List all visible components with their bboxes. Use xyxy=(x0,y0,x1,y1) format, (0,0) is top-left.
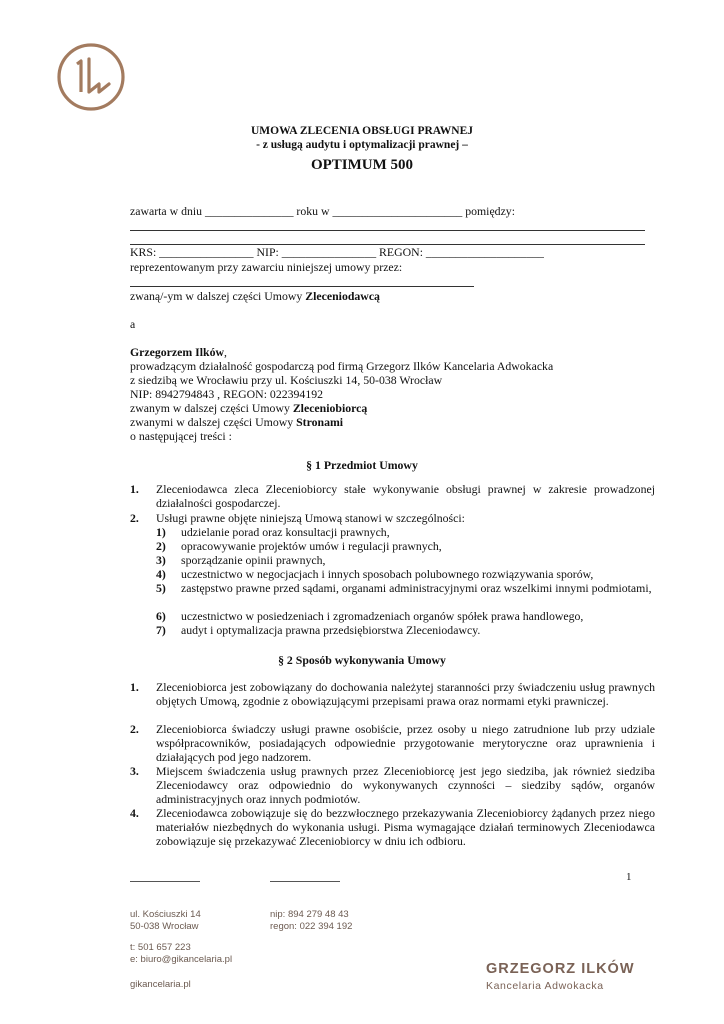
list-item: udzielanie porad oraz konsultacji prawnych, xyxy=(181,525,390,539)
kancelaria-logo-icon xyxy=(56,42,126,112)
package-name: OPTIMUM 500 xyxy=(310,157,414,173)
list-item-number: 3) xyxy=(156,553,166,567)
contractor-business: prowadzącym działalność gospodarczą pod firmą Grzegorz Ilków Kancelaria Adwokacka xyxy=(130,359,554,373)
paragraph: Miejscem świadczenia usług prawnych przez Zleceniobiorcę jest jego siedziba, jak również siedziba Zleceniodawcy oraz odpowiednio do wykonywanych czynności – siedziby sądów, organów administracyjnych oraz innych podmiotów. xyxy=(156,764,655,806)
section-2-heading: § 2 Sposób wykonywania Umowy xyxy=(278,653,446,667)
paragraph-number: 2. xyxy=(130,722,139,736)
list-item-number: 1) xyxy=(156,525,166,539)
brand-name: GRZEGORZ ILKÓW xyxy=(486,961,635,977)
contractor-name: Grzegorzem Ilków, xyxy=(130,345,227,359)
contractor-designation: zwanym w dalszej części Umowy Zleceniobiorcą xyxy=(130,401,368,415)
paragraph: Zleceniodawca zleca Zleceniobiorcy stałe wykonywanie obsługi prawnej w zakresie prowadzonej działalności gospodarczej. xyxy=(156,482,655,510)
section-1-heading: § 1 Przedmiot Umowy xyxy=(306,458,418,472)
list-item: sporządzanie opinii prawnych, xyxy=(181,553,326,567)
parties-designation: zwanymi w dalszej części Umowy Stronami xyxy=(130,415,344,429)
footer-nip: nip: 894 279 48 43 xyxy=(270,909,349,920)
paragraph-number: 2. xyxy=(130,511,139,525)
contractor-ids: NIP: 8942794843 , REGON: 022394192 xyxy=(130,387,324,401)
paragraph: Zleceniobiorca jest zobowiązany do dochowania należytej staranności przy świadczeniu usług prawnych objętych Umową, zgodnie z obowiązującymi przepisami prawa oraz normami etyki prawniczej. xyxy=(156,680,655,708)
contract-date-place-line: zawarta w dniu _______________ roku w ______________________ pomiędzy: xyxy=(130,204,515,218)
following-content: o następującej treści : xyxy=(130,429,232,443)
footer-website: gikancelaria.pl xyxy=(130,979,191,990)
list-item: opracowywanie projektów umów i regulacji prawnych, xyxy=(181,539,442,553)
list-item: zastępstwo prawne przed sądami, organami administracyjnymi oraz wszelkimi innymi podmiotami, xyxy=(181,581,652,595)
blank-line xyxy=(130,286,474,287)
list-item-number: 6) xyxy=(156,609,166,623)
conjunction: a xyxy=(130,317,136,331)
paragraph: Usługi prawne objęte niniejszą Umową stanowi w szczególności: xyxy=(156,511,465,525)
footer-address-city: 50-038 Wrocław xyxy=(130,921,199,932)
paragraph-number: 1. xyxy=(130,680,139,694)
brand-subtitle: Kancelaria Adwokacka xyxy=(486,980,604,992)
list-item-number: 7) xyxy=(156,623,166,637)
list-item: uczestnictwo w posiedzeniach i zgromadzeniach organów spółek prawa handlowego, xyxy=(181,609,584,623)
footer-address-street: ul. Kościuszki 14 xyxy=(130,909,201,920)
list-item-number: 4) xyxy=(156,567,166,581)
client-designation: zwaną/-ym w dalszej części Umowy Zleceniodawcą xyxy=(130,289,380,303)
list-item-number: 5) xyxy=(156,581,166,595)
paragraph: Zleceniodawca zobowiązuje się do bezzwłocznego przekazywania Zleceniobiorcy żądanych przez niego materiałów niezbędnych do wykonania usługi. Pisma wymagające działań terminowych Zleceniodawca zobowiązuje się przekazywać Zleceniobiorcy w dniu ich odbioru. xyxy=(156,806,655,848)
list-item-number: 2) xyxy=(156,539,166,553)
signature-line xyxy=(130,881,200,882)
document-subtitle: - z usługą audytu i optymalizacji prawnej – xyxy=(256,139,468,151)
footer-phone: t: 501 657 223 xyxy=(130,942,191,953)
paragraph-number: 3. xyxy=(130,764,139,778)
representation-line: reprezentowanym przy zawarciu niniejszej umowy przez: xyxy=(130,260,403,274)
signature-line xyxy=(270,881,340,882)
page-number: 1 xyxy=(626,871,632,883)
paragraph-number: 4. xyxy=(130,806,139,820)
list-item: uczestnictwo w negocjacjach i innych sposobach polubownego rozwiązywania sporów, xyxy=(181,567,594,581)
footer-regon: regon: 022 394 192 xyxy=(270,921,353,932)
blank-line xyxy=(130,230,645,231)
list-item: audyt i optymalizacja prawna przedsiębiorstwa Zleceniodawcy. xyxy=(181,623,481,637)
registry-ids-line: KRS: ________________ NIP: ________________ REGON: ____________________ xyxy=(130,245,544,259)
document-title: UMOWA ZLECENIA OBSŁUGI PRAWNEJ xyxy=(250,125,474,137)
footer-email: e: biuro@gikancelaria.pl xyxy=(130,954,233,965)
contractor-address: z siedzibą we Wrocławiu przy ul. Kościuszki 14, 50-038 Wrocław xyxy=(130,373,443,387)
paragraph: Zleceniobiorca świadczy usługi prawne osobiście, przez osoby u niego zatrudnione lub przy udziale współpracowników, posiadających odpowiednie przygotowanie merytoryczne oraz uprawnienia i działających pod jego nadzorem. xyxy=(156,722,655,764)
paragraph-number: 1. xyxy=(130,482,139,496)
